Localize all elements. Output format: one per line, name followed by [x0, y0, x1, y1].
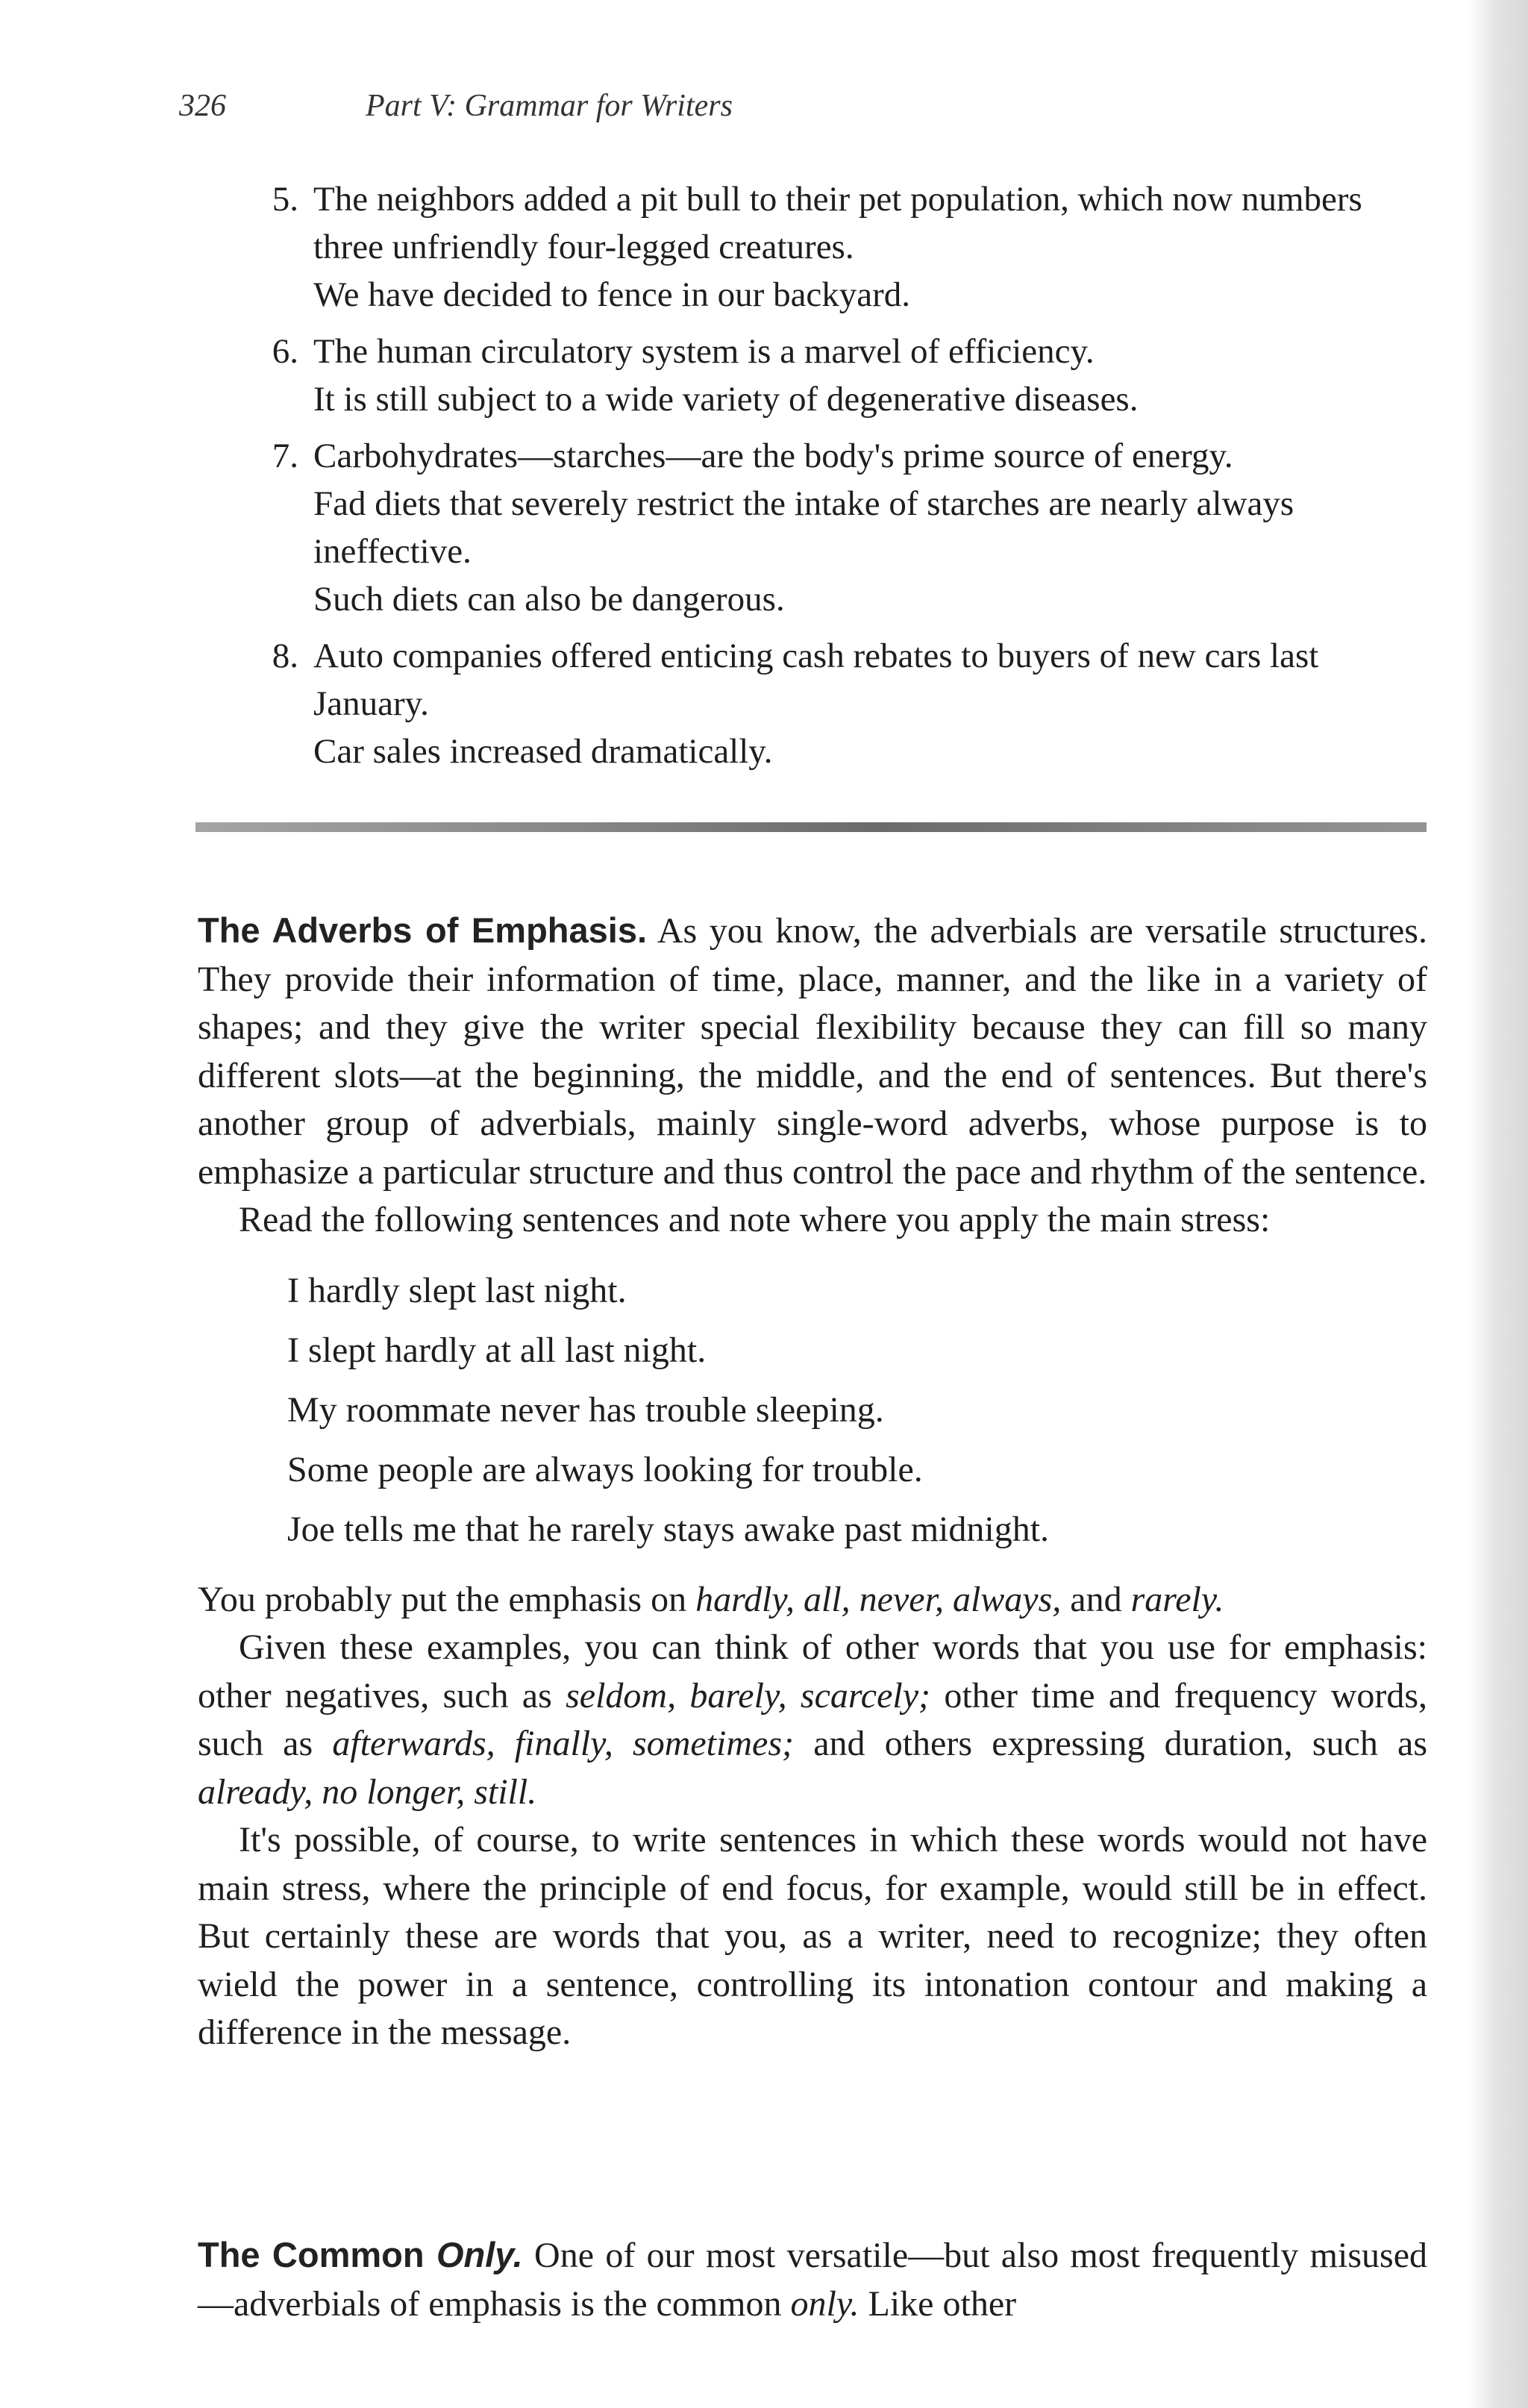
exercise-item	[246, 432, 1425, 623]
exercise-number: 5.	[272, 180, 298, 219]
text: and others expressing duration, such as	[813, 1724, 1428, 1763]
text: and	[1070, 1579, 1122, 1619]
section-adverbs-of-emphasis	[198, 907, 1427, 2057]
emphasis-word: always,	[952, 1579, 1062, 1619]
exercise-item	[246, 632, 1425, 775]
example-sentences	[287, 1261, 1427, 1560]
exercise-number: 6.	[272, 332, 298, 371]
exercise-list	[246, 175, 1425, 784]
example-sentence: I slept hardly at all last night.	[287, 1330, 707, 1370]
text: Given these examples, you can think of other words that you use for emphasis: other negatives, such as	[198, 1627, 1427, 1716]
running-header	[179, 88, 733, 124]
exercise-sentence: It is still subject to a wide variety of degenerative diseases.	[313, 380, 1139, 419]
emphasis-word: already, no longer, still.	[198, 1771, 537, 1812]
page-number: 326	[179, 89, 226, 123]
example-sentence: My roommate never has trouble sleeping.	[287, 1389, 884, 1430]
exercise-number: 8.	[272, 637, 298, 675]
paragraph	[198, 1576, 1427, 1624]
emphasis-word: never,	[859, 1579, 944, 1619]
running-title: Part V: Grammar for Writers	[366, 89, 733, 123]
paragraph	[198, 2231, 1427, 2328]
exercise-sentence: Carbohydrates—starches—are the body's prime source of energy.	[313, 437, 1233, 475]
exercise-item	[246, 175, 1425, 319]
example-sentence: Joe tells me that he rarely stays awake past midnight.	[287, 1509, 1050, 1549]
exercise-sentence: Fad diets that severely restrict the intake of starches are nearly always ineffective.	[313, 484, 1294, 571]
text: One of our most versatile—but also most frequently misused—adverbials of emphasis is the common	[198, 2236, 1427, 2324]
paragraph	[198, 1624, 1427, 1816]
paragraph	[198, 907, 1427, 1196]
emphasis-word: hardly,	[695, 1579, 795, 1619]
emphasis-word: seldom, barely, scarcely;	[566, 1675, 931, 1716]
exercise-item	[246, 328, 1425, 423]
example-sentence: Some people are always looking for trouble.	[287, 1449, 923, 1489]
paragraph-text: As you know, the adverbials are versatile structures. They provide their information of time, place, manner, and the like in a variety of shapes; and they give the writer special flexibility because they can fill so many different slots—at the beginning, the middle, and the end of sentences. But there's another group of adverbials, mainly single-word adverbs, whose purpose is to emphasize a particular structure and thus control the pace and rhythm of the sentence.	[198, 911, 1427, 1192]
exercise-sentence: Such diets can also be dangerous.	[313, 580, 785, 619]
text: Like other	[868, 2283, 1017, 2324]
example-sentence: I hardly slept last night.	[287, 1270, 627, 1310]
exercise-sentence: Auto companies offered enticing cash rebates to buyers of new cars last January.	[313, 637, 1319, 723]
heading-italic: Only.	[436, 2235, 523, 2274]
exercise-number: 7.	[272, 437, 298, 475]
exercise-sentence: We have decided to fence in our backyard.	[313, 275, 911, 314]
paragraph: It's possible, of course, to write sentences in which these words would not have main stress, where the principle of end focus, for example, would still be in effect. But certainly these are words that you, as a writer, need to recognize; they often wield the power in a sentence, controlling its intonation contour and making a difference in the message.	[198, 1820, 1427, 2052]
section-heading: The Adverbs of Emphasis.	[198, 910, 648, 950]
section-common-only	[198, 2231, 1427, 2328]
heading-text: The Common	[198, 2235, 425, 2274]
exercise-sentence: The human circulatory system is a marvel of efficiency.	[313, 332, 1095, 371]
emphasis-word: only.	[790, 2283, 860, 2324]
emphasis-word: rarely.	[1130, 1579, 1224, 1619]
emphasis-word: afterwards, finally, sometimes;	[332, 1724, 794, 1763]
text: You probably put the emphasis on	[198, 1579, 687, 1619]
paragraph: Read the following sentences and note where you apply the main stress:	[239, 1200, 1271, 1239]
section-heading	[198, 2235, 523, 2274]
emphasis-word: all,	[804, 1579, 851, 1619]
text: other time and frequency words, such as	[198, 1675, 1428, 1763]
exercise-sentence: Car sales increased dramatically.	[313, 732, 773, 771]
exercise-sentence: The neighbors added a pit bull to their pet population, which now numbers three unfriendly four-legged creatures.	[313, 180, 1362, 266]
page-edge-shadow	[1468, 0, 1528, 2408]
section-divider	[195, 822, 1427, 832]
